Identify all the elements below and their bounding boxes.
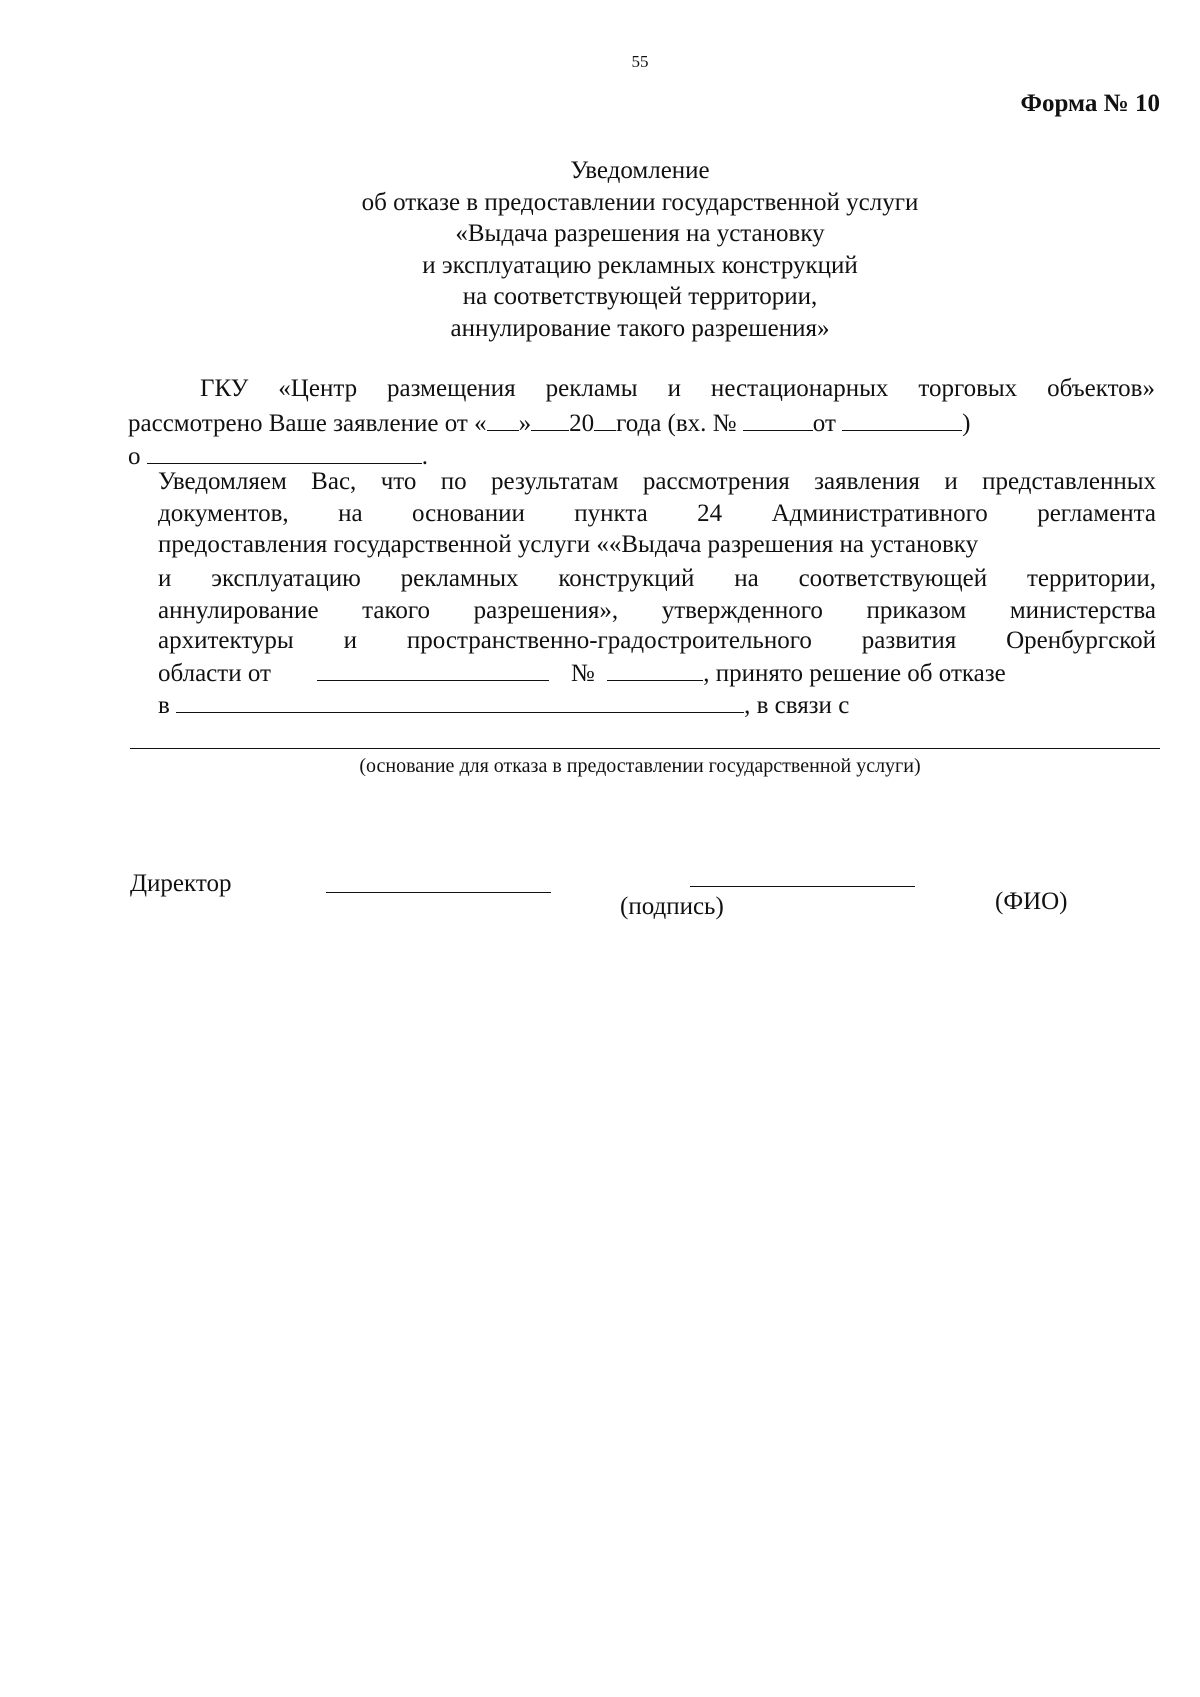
name-label: (ФИО) — [995, 888, 1068, 915]
year-prefix: 20 — [569, 410, 595, 437]
body-line-2: документов, на основании пункта 24 Административного регламента — [158, 500, 1156, 527]
body-line-5: аннулирование такого разрешения», утвержденного приказом министерства — [158, 597, 1156, 624]
intro-text: года (вх. № — [616, 410, 737, 437]
body-line-7 — [158, 660, 1006, 688]
order-number-blank — [607, 660, 703, 681]
month-blank — [531, 410, 569, 431]
title-line: «Выдача разрешения на установку — [455, 220, 825, 247]
title-line: аннулирование такого разрешения» — [450, 314, 830, 342]
form-number: Форма № 10 — [1020, 90, 1160, 117]
reason-line — [130, 748, 1160, 749]
intro-line-3 — [128, 443, 428, 471]
incoming-number-blank — [743, 410, 813, 431]
body-line-1: Уведомляем Вас, что по результатам рассмотрения заявления и представленных — [158, 468, 1156, 495]
position-signature-line — [326, 892, 551, 893]
title-line: об отказе в предоставлении государственной услуги — [361, 188, 919, 216]
title-line: и эксплуатацию рекламных конструкций — [422, 251, 858, 279]
intro-text: о — [128, 443, 141, 470]
intro-line-1: ГКУ «Центр размещения рекламы и нестационарных торговых объектов» — [200, 375, 1155, 402]
body-line-8 — [158, 692, 849, 720]
day-blank — [487, 410, 519, 431]
signature-line — [690, 886, 915, 887]
body-text: области от — [158, 660, 271, 687]
body-text: № — [570, 660, 595, 687]
body-text: , в связи с — [744, 692, 850, 719]
decision-blank — [176, 692, 744, 713]
intro-line-2 — [128, 410, 970, 438]
intro-text: » — [518, 410, 532, 437]
intro-text: от — [812, 410, 836, 437]
intro-text: . — [421, 443, 428, 470]
body-line-6: архитектуры и пространственно-градостроительного развития Оренбургской — [158, 627, 1156, 654]
incoming-date-blank — [842, 410, 962, 431]
body-text: в — [158, 692, 170, 719]
body-line-3: предоставления государственной услуги ««Выдача разрешения на установку — [158, 531, 979, 558]
page-number: 55 — [631, 52, 649, 71]
intro-text: ) — [962, 410, 971, 437]
year-blank — [594, 410, 616, 431]
intro-text: рассмотрено Ваше заявление от « — [128, 410, 487, 437]
order-date-blank — [317, 660, 549, 681]
title-line: на соответствующей территории, — [462, 283, 818, 310]
director-label: Директор — [130, 870, 232, 897]
subject-blank — [147, 443, 422, 464]
signature-label: (подпись) — [620, 893, 724, 920]
reason-caption: (основание для отказа в предоставлении государственной услуги) — [359, 755, 921, 777]
notice-title — [0, 155, 1200, 344]
body-line-4: и эксплуатацию рекламных конструкций на соответствующей территории, — [158, 565, 1156, 592]
title-line: Уведомление — [570, 157, 710, 184]
body-text: , принято решение об отказе — [703, 660, 1006, 687]
